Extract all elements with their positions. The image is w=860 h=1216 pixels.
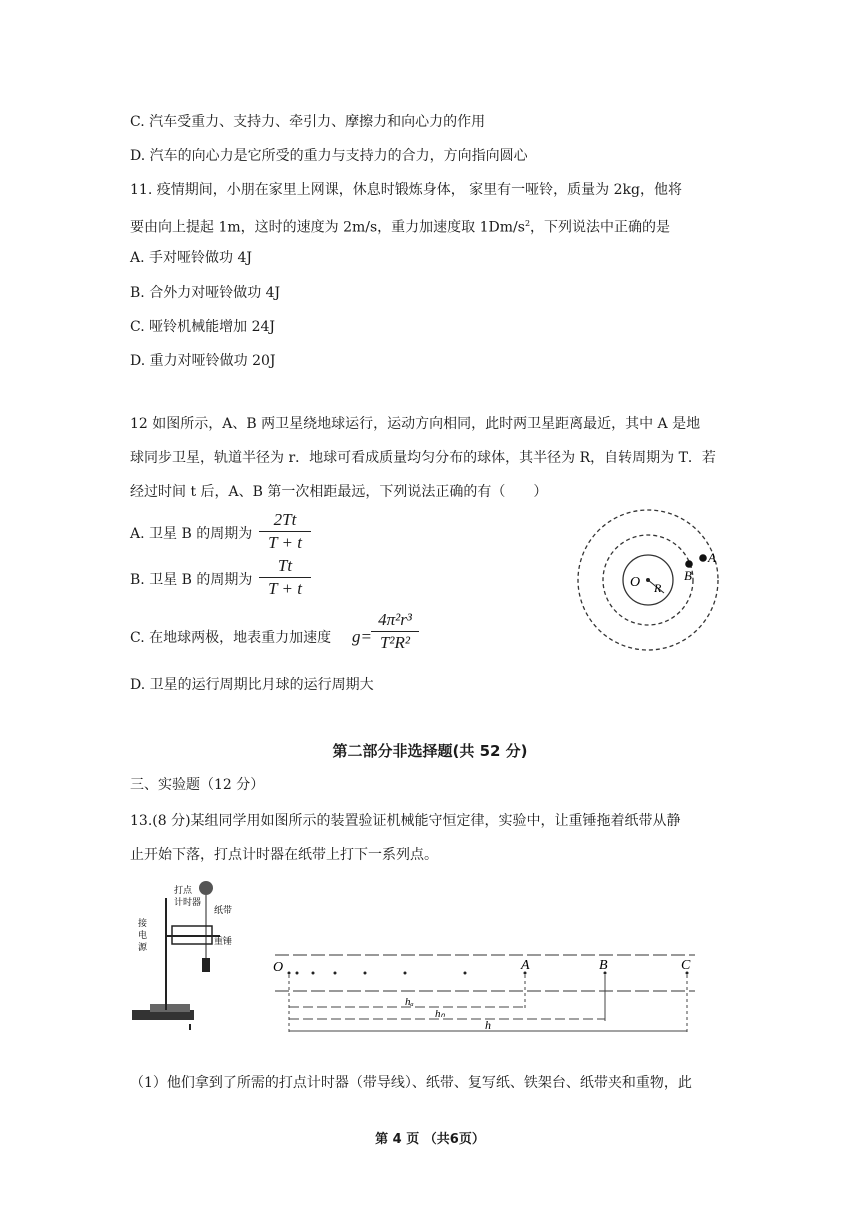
tape-label-c: C [681, 958, 691, 973]
q12-stem-line2: 球同步卫星，轨道半径为 r．地球可看成质量均匀分布的球体，其半径为 R，自转周期为 T．若 [130, 450, 716, 466]
q10-option-d: D. 汽车的向心力是它所受的重力与支持力的合力，方向指向圆心 [130, 148, 528, 164]
q12-option-a-numerator: 2Tt [273, 510, 297, 529]
tape-dot [404, 972, 407, 975]
label-zhongchui: 重锤 [214, 936, 233, 946]
tape-label-a: A [521, 958, 530, 973]
q11-option-c: C. 哑铃机械能增加 24J [130, 319, 275, 335]
q12-option-d: D. 卫星的运行周期比月球的运行周期大 [130, 677, 374, 693]
q12-option-c-text: C. 在地球两极，地表重力加速度 [130, 630, 332, 646]
tape-label-ha: hₐ [405, 996, 414, 1008]
fraction-bar [259, 531, 311, 532]
q12-stem-line3: 经过时间 t 后，A、B 第一次相距最远，下列说法正确的有（ ） [130, 484, 548, 500]
tape-dot [464, 972, 467, 975]
satellite-b-dot [685, 560, 693, 568]
q12-option-c-numerator: 4π²r³ [378, 610, 412, 629]
q11-stem-line2-a: 要由向上提起 1m，这时的速度为 2m/s，重力加速度取 1Dm/s [130, 219, 525, 236]
q13-part1: （1）他们拿到了所需的打点计时器（带导线）、纸带、复写纸、铁架台、纸带夹和重物，此 [130, 1075, 692, 1091]
label-jie: 接 [138, 918, 148, 928]
tape-figure [255, 945, 715, 1035]
tape-dot [364, 972, 367, 975]
label-dian: 电 [138, 930, 148, 940]
q12-option-b-denominator: T + t [268, 579, 302, 598]
tape-dot [312, 972, 315, 975]
q12-option-a-text: A. 卫星 B 的周期为 [130, 526, 253, 542]
section2-title: 第二部分非选择题(共 52 分) [332, 742, 528, 760]
base-block [150, 1004, 190, 1012]
weight [202, 958, 210, 972]
q11-option-d: D. 重力对哑铃做功 20J [130, 353, 276, 369]
q11-stem-line1: 11. 疫情期间，小朋在家里上网课，休息时锻炼身体， 家里有一哑铃，质量为 2kg，他将 [130, 182, 682, 198]
q12-option-c-g: g= [352, 627, 372, 646]
q10-option-c: C. 汽车受重力、支持力、牵引力、摩擦力和向心力的作用 [130, 114, 486, 130]
label-r: R [654, 581, 662, 595]
q11-option-a: A. 手对哑铃做功 4J [130, 250, 252, 266]
q12-option-b-numerator: Tt [277, 556, 293, 575]
orbit-figure [576, 500, 746, 670]
tape-label-hb: hₙ [435, 1008, 445, 1020]
q12-option-b-text: B. 卫星 B 的周期为 [130, 572, 253, 588]
q12-option-c-fraction [371, 610, 419, 653]
label-yuan: 源 [138, 942, 148, 952]
apparatus-figure [130, 878, 240, 1038]
q12-option-a-denominator: T + t [268, 533, 302, 552]
fraction-bar [371, 631, 419, 632]
tape-label-b: B [599, 958, 608, 973]
q12-stem-line1: 12 如图所示，A、B 两卫星绕地球运行，运动方向相同，此时两卫星距离最近，其中 A 是地 [130, 416, 701, 432]
section2-subtitle: 三、实验题（12 分） [130, 777, 265, 793]
tape-label-h: h [485, 1018, 491, 1032]
q11-option-b: B. 合外力对哑铃做功 4J [130, 285, 281, 301]
q13-stem-line1: 13.(8 分)某组同学用如图所示的装置验证机械能守恒定律，实验中，让重锤拖着纸带从静 [130, 813, 681, 829]
tape-roll [199, 881, 213, 895]
q13-stem-line2: 止开始下落，打点计时器在纸带上打下一系列点。 [130, 847, 438, 863]
q12-option-a-fraction [259, 510, 311, 553]
q11-stem-line2 [130, 215, 670, 237]
label-o: O [630, 575, 641, 590]
label-jishiqi: 计时器 [174, 897, 202, 907]
label-dadian: 打点 [174, 885, 193, 895]
q12-option-b-fraction [259, 556, 311, 599]
label-zhidai: 纸带 [214, 905, 233, 915]
label-b: B [684, 568, 692, 583]
q11-stem-line2-b: ，下列说法中正确的是 [530, 219, 671, 236]
tape-dot [288, 972, 291, 975]
page-footer: 第 4 页 （共6页） [375, 1132, 485, 1147]
q11-exponent: 2 [524, 219, 531, 228]
fraction-bar [259, 577, 311, 578]
tape-label-o: O [273, 960, 284, 975]
q12-option-c-denominator: T²R² [379, 633, 411, 652]
tape-dot [334, 972, 337, 975]
label-a: A [708, 550, 716, 565]
tape-dot [296, 972, 299, 975]
satellite-a-dot [699, 554, 707, 562]
